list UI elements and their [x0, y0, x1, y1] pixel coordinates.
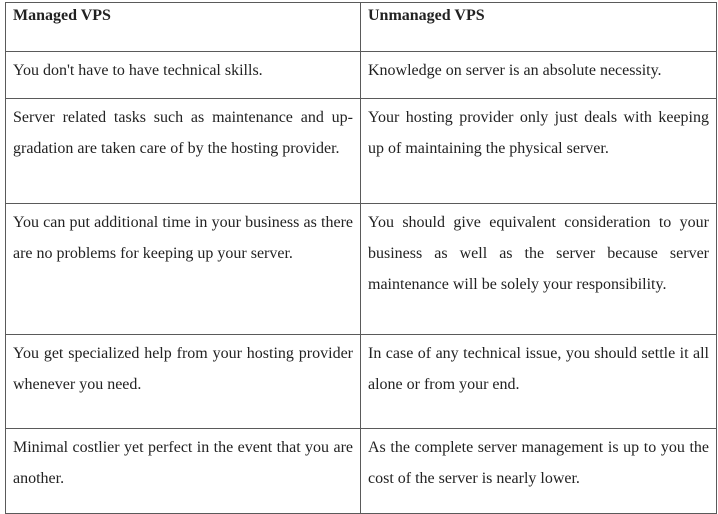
cell-unmanaged: Knowledge on server is an absolute necessity. — [361, 52, 717, 99]
cell-managed: Minimal costlier yet perfect in the event that you are another. — [6, 429, 361, 514]
table-row — [6, 204, 717, 335]
table-row — [6, 52, 717, 99]
cell-managed: You get specialized help from your hosting provider whenever you need. — [6, 335, 361, 429]
table-header-row — [6, 3, 717, 52]
comparison-table — [5, 2, 717, 514]
cell-unmanaged: In case of any technical issue, you should settle it all alone or from your end. — [361, 335, 717, 429]
table-row — [6, 429, 717, 514]
header-managed-vps: Managed VPS — [6, 3, 361, 52]
cell-managed: Server related tasks such as maintenance and up-gradation are taken care of by the hosting provider. — [6, 99, 361, 204]
cell-managed: You don't have to have technical skills. — [6, 52, 361, 99]
table-row — [6, 335, 717, 429]
cell-unmanaged: As the complete server management is up to you the cost of the server is nearly lower. — [361, 429, 717, 514]
cell-unmanaged: Your hosting provider only just deals with keeping up of maintaining the physical server. — [361, 99, 717, 204]
header-unmanaged-vps: Unmanaged VPS — [361, 3, 717, 52]
table-row — [6, 99, 717, 204]
cell-unmanaged: You should give equivalent consideration to your business as well as the server because server maintenance will be solely your responsibility. — [361, 204, 717, 335]
cell-managed: You can put additional time in your business as there are no problems for keeping up your server. — [6, 204, 361, 335]
